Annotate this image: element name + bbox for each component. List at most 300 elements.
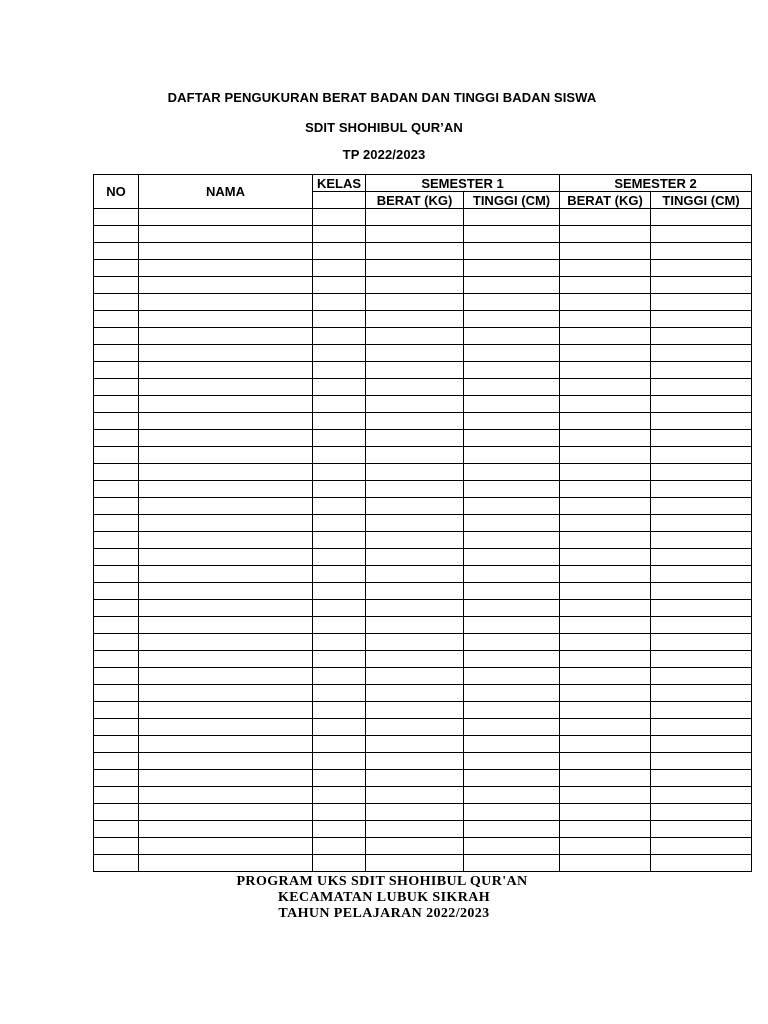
table-row: [94, 600, 752, 617]
cell-s1-tinggi: [464, 804, 560, 821]
cell-s1-tinggi: [464, 481, 560, 498]
cell-s1-tinggi: [464, 753, 560, 770]
cell-nama: [139, 838, 313, 855]
cell-s1-berat: [366, 396, 464, 413]
cell-s2-tinggi: [651, 464, 752, 481]
cell-s1-tinggi: [464, 515, 560, 532]
cell-nama: [139, 481, 313, 498]
cell-s1-berat: [366, 804, 464, 821]
cell-s1-tinggi: [464, 498, 560, 515]
table-row: [94, 702, 752, 719]
cell-s1-berat: [366, 413, 464, 430]
cell-s1-tinggi: [464, 736, 560, 753]
cell-kelas: [313, 736, 366, 753]
cell-s1-tinggi: [464, 209, 560, 226]
cell-no: [94, 413, 139, 430]
cell-kelas: [313, 770, 366, 787]
cell-s2-tinggi: [651, 787, 752, 804]
document-title: DAFTAR PENGUKURAN BERAT BADAN DAN TINGGI BADAN SISWA: [167, 90, 597, 105]
cell-s1-berat: [366, 549, 464, 566]
cell-s1-berat: [366, 600, 464, 617]
cell-s1-tinggi: [464, 668, 560, 685]
cell-kelas: [313, 243, 366, 260]
cell-nama: [139, 702, 313, 719]
cell-s1-berat: [366, 753, 464, 770]
cell-s2-tinggi: [651, 583, 752, 600]
cell-s1-berat: [366, 685, 464, 702]
footer-district: KECAMATAN LUBUK SIKRAH: [277, 890, 491, 905]
cell-s2-berat: [560, 617, 651, 634]
cell-no: [94, 804, 139, 821]
cell-s2-berat: [560, 719, 651, 736]
cell-nama: [139, 498, 313, 515]
cell-s2-berat: [560, 379, 651, 396]
cell-s2-berat: [560, 209, 651, 226]
cell-s2-berat: [560, 702, 651, 719]
cell-s1-berat: [366, 566, 464, 583]
cell-s2-tinggi: [651, 311, 752, 328]
cell-s2-tinggi: [651, 379, 752, 396]
cell-s2-berat: [560, 566, 651, 583]
cell-s2-tinggi: [651, 753, 752, 770]
cell-kelas: [313, 566, 366, 583]
cell-nama: [139, 396, 313, 413]
cell-no: [94, 855, 139, 872]
cell-s2-tinggi: [651, 617, 752, 634]
cell-s2-tinggi: [651, 430, 752, 447]
table-row: [94, 311, 752, 328]
table-row: [94, 447, 752, 464]
cell-no: [94, 651, 139, 668]
column-header-kelas-blank: [313, 192, 366, 209]
cell-s2-berat: [560, 583, 651, 600]
cell-s1-berat: [366, 260, 464, 277]
cell-nama: [139, 515, 313, 532]
cell-s2-tinggi: [651, 634, 752, 651]
cell-s2-tinggi: [651, 345, 752, 362]
table-row: [94, 515, 752, 532]
cell-s2-tinggi: [651, 651, 752, 668]
cell-s2-berat: [560, 396, 651, 413]
cell-s2-berat: [560, 260, 651, 277]
cell-s2-berat: [560, 464, 651, 481]
cell-no: [94, 209, 139, 226]
cell-kelas: [313, 651, 366, 668]
cell-kelas: [313, 583, 366, 600]
cell-s1-tinggi: [464, 447, 560, 464]
table-row: [94, 566, 752, 583]
table-row: [94, 634, 752, 651]
cell-kelas: [313, 362, 366, 379]
cell-s2-tinggi: [651, 838, 752, 855]
cell-kelas: [313, 226, 366, 243]
cell-kelas: [313, 617, 366, 634]
cell-kelas: [313, 396, 366, 413]
cell-no: [94, 260, 139, 277]
cell-kelas: [313, 277, 366, 294]
table-header-row-1: [94, 175, 752, 192]
cell-s1-tinggi: [464, 328, 560, 345]
cell-no: [94, 362, 139, 379]
cell-s2-berat: [560, 311, 651, 328]
cell-s1-tinggi: [464, 549, 560, 566]
cell-s1-berat: [366, 243, 464, 260]
cell-s2-tinggi: [651, 413, 752, 430]
cell-s1-berat: [366, 651, 464, 668]
cell-nama: [139, 821, 313, 838]
cell-s2-tinggi: [651, 328, 752, 345]
cell-nama: [139, 294, 313, 311]
table-row: [94, 787, 752, 804]
cell-s1-tinggi: [464, 787, 560, 804]
table-row: [94, 668, 752, 685]
table-row: [94, 226, 752, 243]
column-header-nama: NAMA: [139, 175, 313, 209]
cell-s1-berat: [366, 821, 464, 838]
cell-s1-tinggi: [464, 634, 560, 651]
cell-s1-berat: [366, 634, 464, 651]
cell-s2-berat: [560, 362, 651, 379]
cell-no: [94, 753, 139, 770]
cell-s2-berat: [560, 243, 651, 260]
table-row: [94, 617, 752, 634]
cell-no: [94, 583, 139, 600]
cell-nama: [139, 804, 313, 821]
cell-s2-berat: [560, 549, 651, 566]
cell-kelas: [313, 328, 366, 345]
cell-s1-tinggi: [464, 719, 560, 736]
cell-s2-berat: [560, 498, 651, 515]
table-row: [94, 345, 752, 362]
cell-nama: [139, 770, 313, 787]
table-row: [94, 719, 752, 736]
cell-kelas: [313, 838, 366, 855]
cell-s2-tinggi: [651, 447, 752, 464]
cell-kelas: [313, 260, 366, 277]
cell-s1-berat: [366, 430, 464, 447]
table-row: [94, 243, 752, 260]
cell-nama: [139, 787, 313, 804]
table-row: [94, 855, 752, 872]
cell-s1-tinggi: [464, 226, 560, 243]
cell-no: [94, 549, 139, 566]
cell-no: [94, 294, 139, 311]
cell-s2-berat: [560, 600, 651, 617]
cell-nama: [139, 719, 313, 736]
cell-s1-berat: [366, 838, 464, 855]
cell-no: [94, 515, 139, 532]
school-name: SDIT SHOHIBUL QUR’AN: [305, 120, 463, 135]
cell-kelas: [313, 719, 366, 736]
cell-s2-berat: [560, 821, 651, 838]
cell-no: [94, 277, 139, 294]
cell-s2-tinggi: [651, 277, 752, 294]
cell-kelas: [313, 702, 366, 719]
cell-s1-tinggi: [464, 532, 560, 549]
cell-s2-berat: [560, 430, 651, 447]
cell-s1-berat: [366, 583, 464, 600]
cell-s1-berat: [366, 311, 464, 328]
table-row: [94, 838, 752, 855]
table-row: [94, 651, 752, 668]
cell-s1-tinggi: [464, 583, 560, 600]
cell-no: [94, 532, 139, 549]
cell-s2-tinggi: [651, 685, 752, 702]
cell-s2-berat: [560, 736, 651, 753]
cell-nama: [139, 311, 313, 328]
cell-kelas: [313, 532, 366, 549]
cell-s2-tinggi: [651, 498, 752, 515]
cell-kelas: [313, 787, 366, 804]
cell-nama: [139, 549, 313, 566]
cell-nama: [139, 379, 313, 396]
cell-s2-tinggi: [651, 260, 752, 277]
cell-no: [94, 464, 139, 481]
cell-s1-berat: [366, 294, 464, 311]
cell-s1-tinggi: [464, 770, 560, 787]
cell-s2-berat: [560, 226, 651, 243]
column-header-s1-berat: BERAT (KG): [366, 192, 464, 209]
table-row: [94, 413, 752, 430]
column-header-no: NO: [94, 175, 139, 209]
cell-s1-tinggi: [464, 685, 560, 702]
cell-s2-tinggi: [651, 209, 752, 226]
cell-s1-tinggi: [464, 617, 560, 634]
cell-s1-berat: [366, 770, 464, 787]
cell-s2-tinggi: [651, 362, 752, 379]
cell-no: [94, 668, 139, 685]
cell-kelas: [313, 481, 366, 498]
cell-nama: [139, 583, 313, 600]
cell-s2-tinggi: [651, 736, 752, 753]
cell-s2-tinggi: [651, 702, 752, 719]
cell-s1-berat: [366, 787, 464, 804]
cell-s2-berat: [560, 855, 651, 872]
cell-kelas: [313, 515, 366, 532]
column-header-semester-2: SEMESTER 2: [560, 175, 752, 192]
cell-s1-tinggi: [464, 838, 560, 855]
cell-kelas: [313, 209, 366, 226]
cell-s1-berat: [366, 617, 464, 634]
table-row: [94, 379, 752, 396]
cell-s2-tinggi: [651, 243, 752, 260]
cell-no: [94, 719, 139, 736]
cell-kelas: [313, 345, 366, 362]
cell-s2-berat: [560, 770, 651, 787]
cell-no: [94, 617, 139, 634]
cell-no: [94, 379, 139, 396]
table-row: [94, 685, 752, 702]
table-row: [94, 549, 752, 566]
footer-academic-year: TAHUN PELAJARAN 2022/2023: [278, 906, 490, 921]
cell-no: [94, 243, 139, 260]
cell-no: [94, 447, 139, 464]
cell-s2-berat: [560, 787, 651, 804]
cell-kelas: [313, 804, 366, 821]
cell-s1-berat: [366, 345, 464, 362]
cell-nama: [139, 447, 313, 464]
cell-s2-berat: [560, 838, 651, 855]
cell-s1-tinggi: [464, 600, 560, 617]
cell-s1-tinggi: [464, 566, 560, 583]
cell-kelas: [313, 753, 366, 770]
cell-no: [94, 702, 139, 719]
table-row: [94, 532, 752, 549]
cell-s1-berat: [366, 328, 464, 345]
cell-s2-berat: [560, 753, 651, 770]
cell-nama: [139, 345, 313, 362]
cell-s1-tinggi: [464, 464, 560, 481]
cell-no: [94, 498, 139, 515]
cell-s1-berat: [366, 855, 464, 872]
cell-kelas: [313, 464, 366, 481]
cell-s2-tinggi: [651, 566, 752, 583]
cell-s1-berat: [366, 277, 464, 294]
cell-nama: [139, 566, 313, 583]
cell-s2-berat: [560, 668, 651, 685]
table-row: [94, 770, 752, 787]
cell-no: [94, 311, 139, 328]
cell-s1-tinggi: [464, 362, 560, 379]
cell-s2-berat: [560, 277, 651, 294]
cell-s1-tinggi: [464, 379, 560, 396]
cell-s1-berat: [366, 719, 464, 736]
cell-s1-berat: [366, 515, 464, 532]
cell-kelas: [313, 634, 366, 651]
cell-kelas: [313, 668, 366, 685]
cell-s2-tinggi: [651, 396, 752, 413]
table-row: [94, 481, 752, 498]
cell-kelas: [313, 311, 366, 328]
cell-nama: [139, 209, 313, 226]
cell-kelas: [313, 498, 366, 515]
cell-s1-tinggi: [464, 430, 560, 447]
cell-s1-berat: [366, 668, 464, 685]
cell-nama: [139, 362, 313, 379]
cell-s2-tinggi: [651, 481, 752, 498]
table-row: [94, 583, 752, 600]
cell-s1-berat: [366, 209, 464, 226]
cell-s1-berat: [366, 736, 464, 753]
cell-kelas: [313, 549, 366, 566]
table-row: [94, 277, 752, 294]
cell-no: [94, 226, 139, 243]
cell-kelas: [313, 685, 366, 702]
table-row: [94, 209, 752, 226]
cell-nama: [139, 668, 313, 685]
cell-nama: [139, 277, 313, 294]
cell-s1-berat: [366, 362, 464, 379]
cell-nama: [139, 617, 313, 634]
cell-s2-tinggi: [651, 804, 752, 821]
cell-s1-tinggi: [464, 396, 560, 413]
cell-s1-tinggi: [464, 260, 560, 277]
cell-nama: [139, 651, 313, 668]
cell-s1-tinggi: [464, 413, 560, 430]
cell-s2-berat: [560, 651, 651, 668]
cell-s1-tinggi: [464, 345, 560, 362]
cell-no: [94, 345, 139, 362]
cell-no: [94, 821, 139, 838]
column-header-semester-1: SEMESTER 1: [366, 175, 560, 192]
footer-program: PROGRAM UKS SDIT SHOHIBUL QUR'AN: [236, 874, 528, 889]
cell-no: [94, 634, 139, 651]
cell-s1-tinggi: [464, 651, 560, 668]
table-row: [94, 753, 752, 770]
cell-nama: [139, 226, 313, 243]
cell-no: [94, 600, 139, 617]
table-row: [94, 260, 752, 277]
cell-nama: [139, 328, 313, 345]
cell-no: [94, 430, 139, 447]
table-row: [94, 362, 752, 379]
cell-no: [94, 736, 139, 753]
cell-s1-tinggi: [464, 277, 560, 294]
table-row: [94, 464, 752, 481]
cell-s1-tinggi: [464, 311, 560, 328]
cell-nama: [139, 855, 313, 872]
cell-no: [94, 787, 139, 804]
cell-s2-berat: [560, 634, 651, 651]
cell-s2-tinggi: [651, 549, 752, 566]
cell-s2-tinggi: [651, 515, 752, 532]
table-row: [94, 328, 752, 345]
cell-no: [94, 481, 139, 498]
cell-s2-berat: [560, 328, 651, 345]
cell-nama: [139, 685, 313, 702]
cell-nama: [139, 413, 313, 430]
column-header-s1-tinggi: TINGGI (CM): [464, 192, 560, 209]
table-row: [94, 736, 752, 753]
cell-nama: [139, 430, 313, 447]
cell-s1-berat: [366, 498, 464, 515]
table-row: [94, 294, 752, 311]
table-row: [94, 821, 752, 838]
cell-nama: [139, 736, 313, 753]
cell-s1-tinggi: [464, 294, 560, 311]
cell-s1-berat: [366, 481, 464, 498]
cell-s2-tinggi: [651, 719, 752, 736]
cell-no: [94, 685, 139, 702]
cell-nama: [139, 464, 313, 481]
cell-nama: [139, 243, 313, 260]
cell-s2-berat: [560, 413, 651, 430]
cell-nama: [139, 532, 313, 549]
cell-s2-berat: [560, 481, 651, 498]
cell-no: [94, 396, 139, 413]
cell-kelas: [313, 855, 366, 872]
cell-s2-berat: [560, 685, 651, 702]
cell-s1-berat: [366, 532, 464, 549]
column-header-s2-berat: BERAT (KG): [560, 192, 651, 209]
cell-s1-tinggi: [464, 821, 560, 838]
cell-s2-tinggi: [651, 821, 752, 838]
cell-s2-berat: [560, 294, 651, 311]
cell-s2-tinggi: [651, 600, 752, 617]
cell-s1-berat: [366, 379, 464, 396]
cell-nama: [139, 260, 313, 277]
cell-s2-berat: [560, 447, 651, 464]
cell-s1-berat: [366, 226, 464, 243]
cell-kelas: [313, 447, 366, 464]
cell-s2-tinggi: [651, 294, 752, 311]
cell-s1-berat: [366, 447, 464, 464]
table-row: [94, 396, 752, 413]
cell-s1-berat: [366, 464, 464, 481]
column-header-kelas: KELAS: [313, 175, 366, 192]
cell-s2-berat: [560, 515, 651, 532]
cell-nama: [139, 600, 313, 617]
